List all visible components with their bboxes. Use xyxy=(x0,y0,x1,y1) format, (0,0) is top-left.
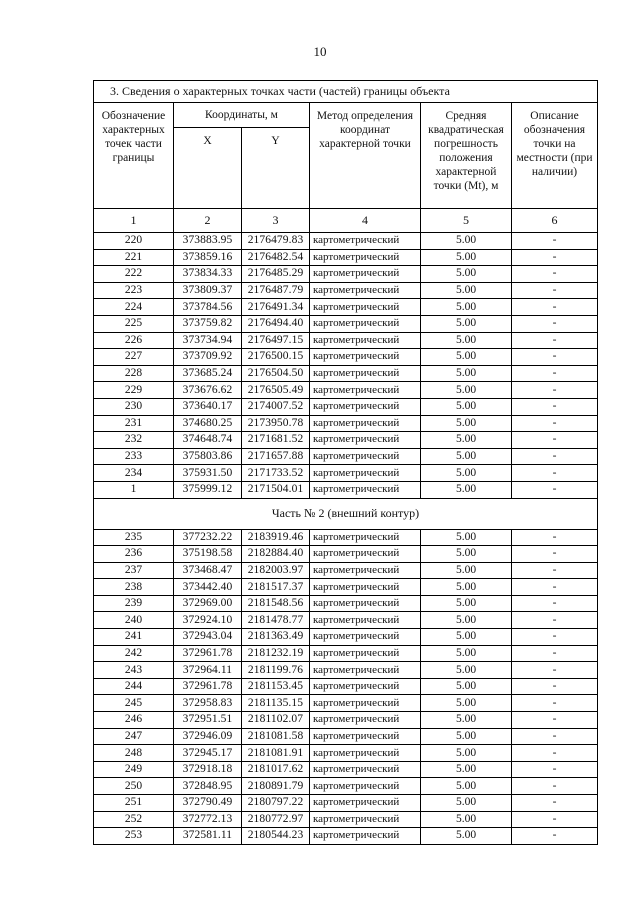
coord-x: 372581.11 xyxy=(174,828,242,845)
point-number: 243 xyxy=(94,662,174,679)
header-coordinates: Координаты, м xyxy=(174,103,310,128)
error-cell: 5.00 xyxy=(421,481,512,498)
description-cell: - xyxy=(512,629,598,646)
coord-x: 373676.62 xyxy=(174,382,242,399)
error-cell: 5.00 xyxy=(421,828,512,845)
error-cell: 5.00 xyxy=(421,595,512,612)
table-row xyxy=(94,745,598,762)
point-number: 250 xyxy=(94,778,174,795)
method-cell: картометрический xyxy=(310,282,421,299)
table-row xyxy=(94,562,598,579)
point-number: 222 xyxy=(94,266,174,283)
error-cell: 5.00 xyxy=(421,249,512,266)
point-number: 1 xyxy=(94,481,174,498)
header-designation: Обозначение характерных точек части границы xyxy=(94,103,174,209)
method-cell: картометрический xyxy=(310,382,421,399)
table-row xyxy=(94,432,598,449)
coord-x: 373809.37 xyxy=(174,282,242,299)
table-row xyxy=(94,546,598,563)
method-cell: картометрический xyxy=(310,795,421,812)
coord-y: 2176491.34 xyxy=(242,299,310,316)
table-row xyxy=(94,712,598,729)
coord-y: 2176504.50 xyxy=(242,365,310,382)
table-row xyxy=(94,282,598,299)
error-cell: 5.00 xyxy=(421,761,512,778)
description-cell: - xyxy=(512,349,598,366)
description-cell: - xyxy=(512,778,598,795)
point-number: 252 xyxy=(94,811,174,828)
coord-y: 2181081.58 xyxy=(242,728,310,745)
method-cell: картометрический xyxy=(310,481,421,498)
method-cell: картометрический xyxy=(310,562,421,579)
point-number: 226 xyxy=(94,332,174,349)
method-cell: картометрический xyxy=(310,415,421,432)
error-cell: 5.00 xyxy=(421,612,512,629)
description-cell: - xyxy=(512,712,598,729)
point-number: 234 xyxy=(94,465,174,482)
table-row xyxy=(94,579,598,596)
error-cell: 5.00 xyxy=(421,398,512,415)
coord-y: 2183919.46 xyxy=(242,529,310,546)
coord-x: 372848.95 xyxy=(174,778,242,795)
method-cell: картометрический xyxy=(310,432,421,449)
error-cell: 5.00 xyxy=(421,349,512,366)
table-row xyxy=(94,662,598,679)
coord-y: 2176479.83 xyxy=(242,233,310,250)
method-cell: картометрический xyxy=(310,529,421,546)
part-label: Часть № 2 (внешний контур) xyxy=(94,498,598,529)
error-cell: 5.00 xyxy=(421,778,512,795)
coord-x: 373834.33 xyxy=(174,266,242,283)
description-cell: - xyxy=(512,465,598,482)
method-cell: картометрический xyxy=(310,315,421,332)
error-cell: 5.00 xyxy=(421,332,512,349)
coord-y: 2176505.49 xyxy=(242,382,310,399)
error-cell: 5.00 xyxy=(421,811,512,828)
coord-x: 372961.78 xyxy=(174,645,242,662)
point-number: 247 xyxy=(94,728,174,745)
coord-x: 373883.95 xyxy=(174,233,242,250)
error-cell: 5.00 xyxy=(421,415,512,432)
method-cell: картометрический xyxy=(310,811,421,828)
coord-y: 2180544.23 xyxy=(242,828,310,845)
error-cell: 5.00 xyxy=(421,546,512,563)
error-cell: 5.00 xyxy=(421,365,512,382)
table-row xyxy=(94,645,598,662)
error-cell: 5.00 xyxy=(421,562,512,579)
table-row xyxy=(94,349,598,366)
error-cell: 5.00 xyxy=(421,728,512,745)
point-number: 246 xyxy=(94,712,174,729)
coord-y: 2181517.37 xyxy=(242,579,310,596)
description-cell: - xyxy=(512,365,598,382)
description-cell: - xyxy=(512,595,598,612)
error-cell: 5.00 xyxy=(421,282,512,299)
coord-y: 2181102.07 xyxy=(242,712,310,729)
error-cell: 5.00 xyxy=(421,529,512,546)
description-cell: - xyxy=(512,728,598,745)
method-cell: картометрический xyxy=(310,266,421,283)
column-number: 1 xyxy=(94,209,174,233)
description-cell: - xyxy=(512,662,598,679)
column-number-row xyxy=(94,209,598,233)
method-cell: картометрический xyxy=(310,712,421,729)
coord-y: 2181478.77 xyxy=(242,612,310,629)
error-cell: 5.00 xyxy=(421,432,512,449)
coord-y: 2176494.40 xyxy=(242,315,310,332)
description-cell: - xyxy=(512,562,598,579)
method-cell: картометрический xyxy=(310,645,421,662)
point-number: 248 xyxy=(94,745,174,762)
method-cell: картометрический xyxy=(310,465,421,482)
description-cell: - xyxy=(512,481,598,498)
table-row xyxy=(94,332,598,349)
table-row xyxy=(94,761,598,778)
point-number: 244 xyxy=(94,678,174,695)
coord-y: 2176500.15 xyxy=(242,349,310,366)
point-number: 233 xyxy=(94,448,174,465)
column-number: 2 xyxy=(174,209,242,233)
method-cell: картометрический xyxy=(310,249,421,266)
point-number: 251 xyxy=(94,795,174,812)
coord-x: 375198.58 xyxy=(174,546,242,563)
header-y: Y xyxy=(242,128,310,209)
coord-x: 372964.11 xyxy=(174,662,242,679)
error-cell: 5.00 xyxy=(421,299,512,316)
point-number: 249 xyxy=(94,761,174,778)
point-number: 229 xyxy=(94,382,174,399)
description-cell: - xyxy=(512,695,598,712)
coord-x: 373734.94 xyxy=(174,332,242,349)
page-number: 10 xyxy=(313,44,327,59)
table-row xyxy=(94,529,598,546)
coord-x: 372958.83 xyxy=(174,695,242,712)
description-cell: - xyxy=(512,233,598,250)
table-row xyxy=(94,695,598,712)
table-row xyxy=(94,465,598,482)
description-cell: - xyxy=(512,398,598,415)
table-row xyxy=(94,828,598,845)
error-cell: 5.00 xyxy=(421,266,512,283)
coord-x: 373784.56 xyxy=(174,299,242,316)
error-cell: 5.00 xyxy=(421,629,512,646)
coord-x: 374648.74 xyxy=(174,432,242,449)
error-cell: 5.00 xyxy=(421,448,512,465)
table-row xyxy=(94,249,598,266)
point-number: 253 xyxy=(94,828,174,845)
method-cell: картометрический xyxy=(310,629,421,646)
error-cell: 5.00 xyxy=(421,695,512,712)
description-cell: - xyxy=(512,761,598,778)
description-cell: - xyxy=(512,266,598,283)
method-cell: картометрический xyxy=(310,745,421,762)
coord-y: 2181232.19 xyxy=(242,645,310,662)
point-number: 242 xyxy=(94,645,174,662)
method-cell: картометрический xyxy=(310,828,421,845)
point-number: 225 xyxy=(94,315,174,332)
coord-y: 2173950.78 xyxy=(242,415,310,432)
coord-y: 2171733.52 xyxy=(242,465,310,482)
error-cell: 5.00 xyxy=(421,745,512,762)
error-cell: 5.00 xyxy=(421,579,512,596)
coord-x: 372945.17 xyxy=(174,745,242,762)
error-cell: 5.00 xyxy=(421,662,512,679)
coordinates-table xyxy=(93,80,598,845)
coord-y: 2181548.56 xyxy=(242,595,310,612)
error-cell: 5.00 xyxy=(421,712,512,729)
table-row xyxy=(94,811,598,828)
method-cell: картометрический xyxy=(310,546,421,563)
coord-x: 373709.92 xyxy=(174,349,242,366)
description-cell: - xyxy=(512,579,598,596)
table-row xyxy=(94,612,598,629)
method-cell: картометрический xyxy=(310,398,421,415)
point-number: 232 xyxy=(94,432,174,449)
coord-y: 2176487.79 xyxy=(242,282,310,299)
method-cell: картометрический xyxy=(310,595,421,612)
point-number: 228 xyxy=(94,365,174,382)
error-cell: 5.00 xyxy=(421,233,512,250)
description-cell: - xyxy=(512,546,598,563)
coord-y: 2171681.52 xyxy=(242,432,310,449)
header-error: Средняя квадратическая погрешность положения характерной точки (Mt), м xyxy=(421,103,512,209)
table-row xyxy=(94,728,598,745)
coord-x: 375803.86 xyxy=(174,448,242,465)
method-cell: картометрический xyxy=(310,299,421,316)
coord-x: 372946.09 xyxy=(174,728,242,745)
coord-y: 2176485.29 xyxy=(242,266,310,283)
method-cell: картометрический xyxy=(310,233,421,250)
point-number: 223 xyxy=(94,282,174,299)
coord-y: 2180891.79 xyxy=(242,778,310,795)
column-number: 4 xyxy=(310,209,421,233)
coord-x: 372924.10 xyxy=(174,612,242,629)
coord-y: 2171657.88 xyxy=(242,448,310,465)
description-cell: - xyxy=(512,382,598,399)
method-cell: картометрический xyxy=(310,448,421,465)
point-number: 221 xyxy=(94,249,174,266)
coord-x: 373468.47 xyxy=(174,562,242,579)
table-row xyxy=(94,415,598,432)
coord-y: 2180772.97 xyxy=(242,811,310,828)
table-row xyxy=(94,315,598,332)
coord-y: 2181363.49 xyxy=(242,629,310,646)
coord-x: 372961.78 xyxy=(174,678,242,695)
error-cell: 5.00 xyxy=(421,678,512,695)
coord-x: 373685.24 xyxy=(174,365,242,382)
coord-x: 373640.17 xyxy=(174,398,242,415)
coord-y: 2182884.40 xyxy=(242,546,310,563)
method-cell: картометрический xyxy=(310,728,421,745)
coord-y: 2176482.54 xyxy=(242,249,310,266)
description-cell: - xyxy=(512,315,598,332)
coord-x: 372943.04 xyxy=(174,629,242,646)
description-cell: - xyxy=(512,645,598,662)
table-row xyxy=(94,778,598,795)
method-cell: картометрический xyxy=(310,662,421,679)
coord-x: 375931.50 xyxy=(174,465,242,482)
method-cell: картометрический xyxy=(310,778,421,795)
table-row xyxy=(94,266,598,283)
point-number: 240 xyxy=(94,612,174,629)
coord-y: 2181199.76 xyxy=(242,662,310,679)
table-row xyxy=(94,299,598,316)
table-row xyxy=(94,678,598,695)
description-cell: - xyxy=(512,448,598,465)
coord-y: 2181135.15 xyxy=(242,695,310,712)
description-cell: - xyxy=(512,745,598,762)
description-cell: - xyxy=(512,811,598,828)
description-cell: - xyxy=(512,828,598,845)
description-cell: - xyxy=(512,432,598,449)
table-row xyxy=(94,629,598,646)
point-number: 236 xyxy=(94,546,174,563)
error-cell: 5.00 xyxy=(421,645,512,662)
point-number: 237 xyxy=(94,562,174,579)
coord-x: 372951.51 xyxy=(174,712,242,729)
method-cell: картометрический xyxy=(310,349,421,366)
header-description: Описание обозначения точки на местности (при наличии) xyxy=(512,103,598,209)
method-cell: картометрический xyxy=(310,761,421,778)
coord-y: 2171504.01 xyxy=(242,481,310,498)
column-number: 5 xyxy=(421,209,512,233)
description-cell: - xyxy=(512,795,598,812)
description-cell: - xyxy=(512,529,598,546)
coord-x: 375999.12 xyxy=(174,481,242,498)
point-number: 230 xyxy=(94,398,174,415)
table-row xyxy=(94,595,598,612)
section-title: 3. Сведения о характерных точках части (частей) границы объекта xyxy=(94,81,598,103)
description-cell: - xyxy=(512,282,598,299)
table-row xyxy=(94,448,598,465)
method-cell: картометрический xyxy=(310,612,421,629)
error-cell: 5.00 xyxy=(421,382,512,399)
coord-y: 2181153.45 xyxy=(242,678,310,695)
method-cell: картометрический xyxy=(310,579,421,596)
coord-x: 372918.18 xyxy=(174,761,242,778)
point-number: 235 xyxy=(94,529,174,546)
coord-y: 2174007.52 xyxy=(242,398,310,415)
header-x: X xyxy=(174,128,242,209)
description-cell: - xyxy=(512,249,598,266)
table-row xyxy=(94,233,598,250)
coord-x: 377232.22 xyxy=(174,529,242,546)
point-number: 227 xyxy=(94,349,174,366)
coord-y: 2182003.97 xyxy=(242,562,310,579)
point-number: 238 xyxy=(94,579,174,596)
coord-y: 2176497.15 xyxy=(242,332,310,349)
header-method: Метод определения координат характерной точки xyxy=(310,103,421,209)
description-cell: - xyxy=(512,332,598,349)
error-cell: 5.00 xyxy=(421,465,512,482)
description-cell: - xyxy=(512,415,598,432)
coord-x: 374680.25 xyxy=(174,415,242,432)
table-row xyxy=(94,398,598,415)
coord-y: 2180797.22 xyxy=(242,795,310,812)
error-cell: 5.00 xyxy=(421,795,512,812)
coord-x: 372790.49 xyxy=(174,795,242,812)
method-cell: картометрический xyxy=(310,678,421,695)
table-row xyxy=(94,481,598,498)
method-cell: картометрический xyxy=(310,332,421,349)
point-number: 241 xyxy=(94,629,174,646)
point-number: 245 xyxy=(94,695,174,712)
coord-x: 373859.16 xyxy=(174,249,242,266)
description-cell: - xyxy=(512,612,598,629)
column-number: 3 xyxy=(242,209,310,233)
table-row xyxy=(94,365,598,382)
point-number: 224 xyxy=(94,299,174,316)
description-cell: - xyxy=(512,678,598,695)
point-number: 231 xyxy=(94,415,174,432)
table-row xyxy=(94,382,598,399)
coord-x: 373442.40 xyxy=(174,579,242,596)
part-row xyxy=(94,498,598,529)
coord-x: 372772.13 xyxy=(174,811,242,828)
column-number: 6 xyxy=(512,209,598,233)
table-row xyxy=(94,795,598,812)
error-cell: 5.00 xyxy=(421,315,512,332)
description-cell: - xyxy=(512,299,598,316)
coord-y: 2181081.91 xyxy=(242,745,310,762)
method-cell: картометрический xyxy=(310,695,421,712)
point-number: 220 xyxy=(94,233,174,250)
coord-x: 373759.82 xyxy=(174,315,242,332)
point-number: 239 xyxy=(94,595,174,612)
coord-y: 2181017.62 xyxy=(242,761,310,778)
method-cell: картометрический xyxy=(310,365,421,382)
coord-x: 372969.00 xyxy=(174,595,242,612)
